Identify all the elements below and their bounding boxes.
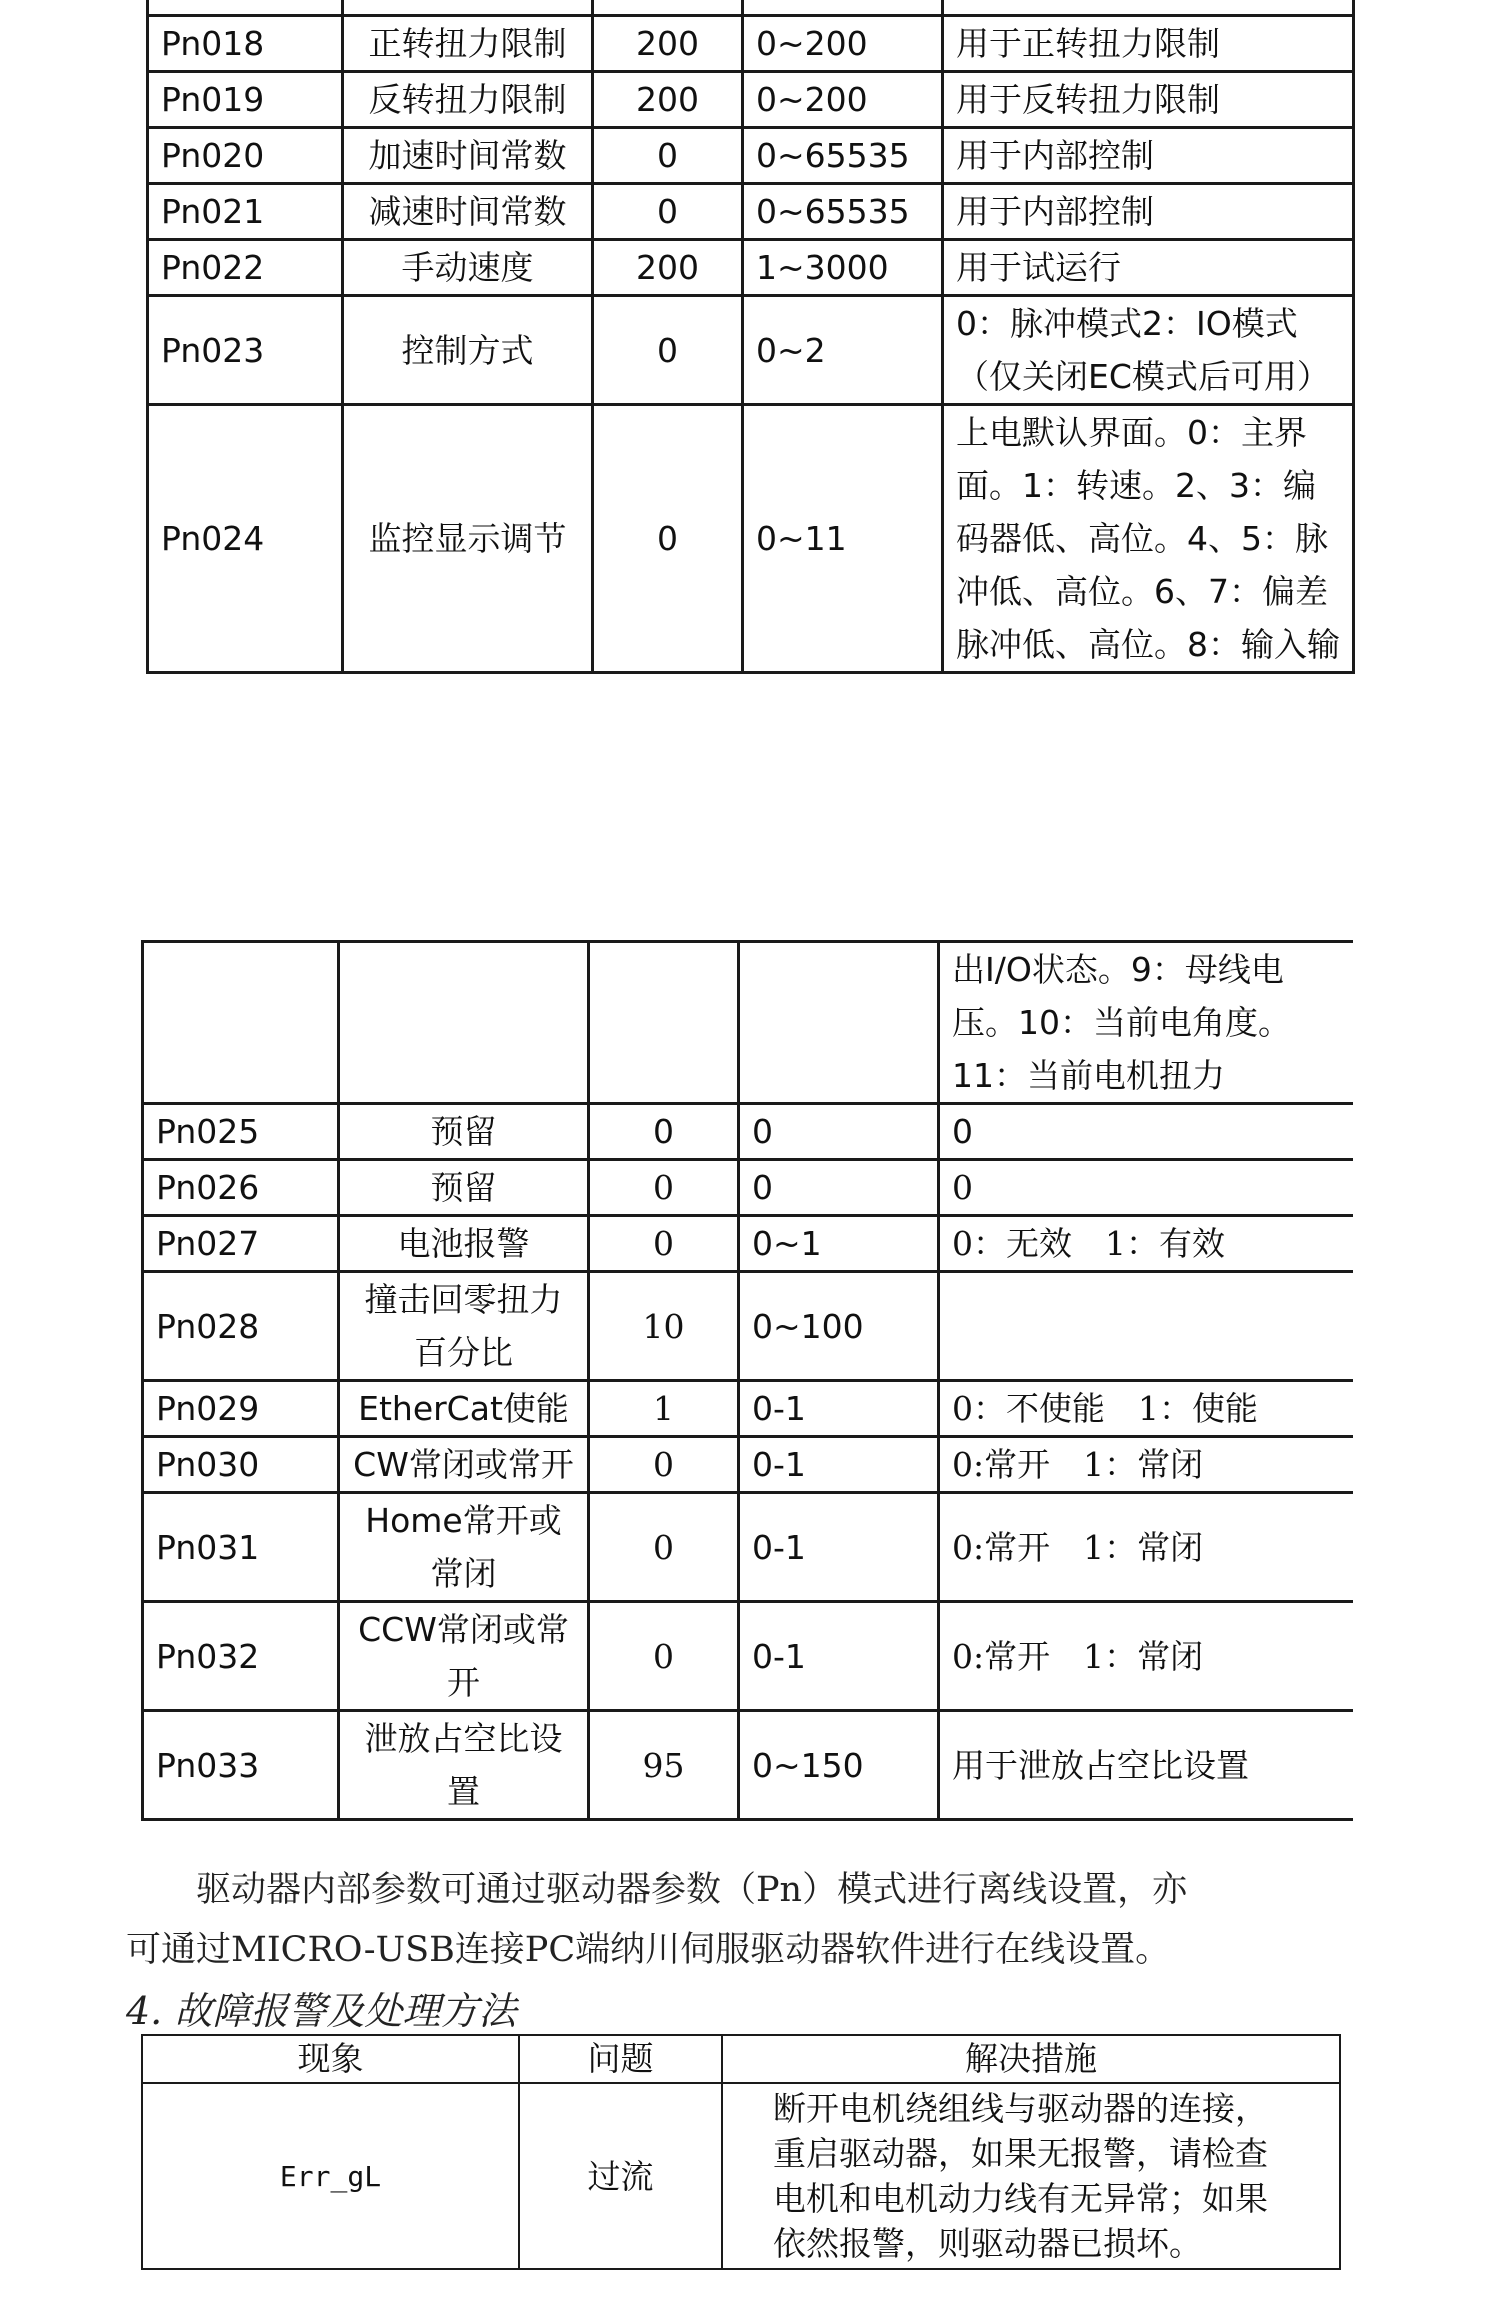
- param-default: 0: [593, 405, 743, 673]
- param-desc: 用于正转扭力限制: [943, 16, 1354, 72]
- param-name: EtherCat使能: [339, 1381, 589, 1437]
- param-default: 0: [593, 128, 743, 184]
- param-range: 0~200: [743, 16, 943, 72]
- table-row: [143, 1437, 1353, 1493]
- fault-table: [141, 2034, 1341, 2270]
- table-row: [142, 2083, 1340, 2269]
- param-code: Pn028: [143, 1272, 339, 1381]
- param-default: 0: [589, 1216, 739, 1272]
- param-name: CCW常闭或常开: [339, 1602, 589, 1711]
- param-code: Pn024: [148, 405, 343, 673]
- param-desc: 0：脉冲模式2：IO模式（仅关闭EC模式后可用）: [943, 296, 1354, 405]
- param-code: Pn032: [143, 1602, 339, 1711]
- param-code: Pn020: [148, 128, 343, 184]
- param-name: 预留: [339, 1160, 589, 1216]
- param-name: 反转扭力限制: [343, 72, 593, 128]
- param-name: 泄放占空比设置: [339, 1711, 589, 1820]
- param-code: [148, 0, 343, 16]
- table-row: [143, 1493, 1353, 1602]
- param-desc: 上电默认界面。0：主界面。1：转速。2、3：编码器低、高位。4、5：脉冲低、高位。6、7：偏差脉冲低、高位。8：输入输: [943, 405, 1354, 673]
- param-name: 预留: [339, 1104, 589, 1160]
- param-default: 0: [589, 1437, 739, 1493]
- table-row: [148, 296, 1354, 405]
- param-default: 0: [593, 184, 743, 240]
- param-code: Pn018: [148, 16, 343, 72]
- param-range: 0: [739, 1160, 939, 1216]
- column-header-phenomenon: 现象: [142, 2035, 519, 2083]
- table-row: [148, 0, 1354, 16]
- param-default: 200: [593, 72, 743, 128]
- table-row: [143, 1272, 1353, 1381]
- table-row: [143, 1381, 1353, 1437]
- param-default: 10: [589, 1272, 739, 1381]
- param-default: 200: [593, 16, 743, 72]
- param-code: Pn019: [148, 72, 343, 128]
- param-desc: 0:常开 1：常闭: [939, 1602, 1353, 1711]
- param-range: 1~3000: [743, 240, 943, 296]
- param-name: [339, 942, 589, 1104]
- param-name: CW常闭或常开: [339, 1437, 589, 1493]
- table-row: [148, 184, 1354, 240]
- param-desc: 用于泄放占空比设置: [939, 1711, 1353, 1820]
- param-desc: 用于内部控制: [943, 184, 1354, 240]
- body-paragraph-line-2: 可通过MICRO-USB连接PC端纳川伺服驱动器软件进行在线设置。: [126, 1930, 1171, 1970]
- param-code: Pn030: [143, 1437, 339, 1493]
- param-range: 0~2: [743, 296, 943, 405]
- param-default: [589, 942, 739, 1104]
- param-range: 0~200: [743, 72, 943, 128]
- column-header-solution: 解决措施: [722, 2035, 1340, 2083]
- table-row: [143, 1104, 1353, 1160]
- param-range: 0~65535: [743, 128, 943, 184]
- table-row: [143, 1711, 1353, 1820]
- param-range: 0-1: [739, 1381, 939, 1437]
- param-desc: 用于内部控制: [943, 128, 1354, 184]
- table-row: [148, 72, 1354, 128]
- param-code: Pn025: [143, 1104, 339, 1160]
- fault-problem: 过流: [519, 2083, 722, 2269]
- param-code: Pn029: [143, 1381, 339, 1437]
- param-code: [143, 942, 339, 1104]
- param-default: 0: [589, 1602, 739, 1711]
- param-default: 0: [589, 1160, 739, 1216]
- param-default: 0: [589, 1493, 739, 1602]
- param-name: Home常开或常闭: [339, 1493, 589, 1602]
- param-name: 监控显示调节: [343, 405, 593, 673]
- param-default: 0: [593, 296, 743, 405]
- param-desc: 用于反转扭力限制: [943, 72, 1354, 128]
- param-code: Pn023: [148, 296, 343, 405]
- param-code: Pn033: [143, 1711, 339, 1820]
- fault-phenomenon: Err_gL: [142, 2083, 519, 2269]
- table-row: [143, 942, 1353, 1104]
- table-row: [143, 1216, 1353, 1272]
- table-row: [148, 128, 1354, 184]
- table-row: [148, 240, 1354, 296]
- section-heading: 4. 故障报警及处理方法: [126, 1989, 517, 2033]
- param-desc: 用于试运行: [943, 240, 1354, 296]
- param-name: 减速时间常数: [343, 184, 593, 240]
- param-range: 0~1: [739, 1216, 939, 1272]
- param-range: 0~11: [743, 405, 943, 673]
- table-row: [143, 1602, 1353, 1711]
- param-range: 0-1: [739, 1493, 939, 1602]
- param-range: [739, 942, 939, 1104]
- param-desc: 0:常开 1：常闭: [939, 1437, 1353, 1493]
- param-code: Pn026: [143, 1160, 339, 1216]
- param-name: [343, 0, 593, 16]
- param-range: 0-1: [739, 1602, 939, 1711]
- param-name: 电池报警: [339, 1216, 589, 1272]
- table-row: [148, 405, 1354, 673]
- param-desc: 0: [939, 1104, 1353, 1160]
- param-name: 控制方式: [343, 296, 593, 405]
- param-name: 撞击回零扭力百分比: [339, 1272, 589, 1381]
- param-desc: 出I/O状态。9：母线电压。10：当前电角度。11：当前电机扭力: [939, 942, 1353, 1104]
- param-range: 0~150: [739, 1711, 939, 1820]
- param-range: 0-1: [739, 1437, 939, 1493]
- param-code: Pn022: [148, 240, 343, 296]
- param-range: 0~65535: [743, 184, 943, 240]
- param-code: Pn031: [143, 1493, 339, 1602]
- param-name: 手动速度: [343, 240, 593, 296]
- parameter-table-1: [146, 0, 1355, 674]
- param-desc: [939, 1272, 1353, 1381]
- table-row: [148, 16, 1354, 72]
- param-default: 200: [593, 240, 743, 296]
- column-header-problem: 问题: [519, 2035, 722, 2083]
- param-range: 0: [739, 1104, 939, 1160]
- param-desc: 0：无效 1：有效: [939, 1216, 1353, 1272]
- fault-solution: 断开电机绕组线与驱动器的连接，重启驱动器，如果无报警，请检查电机和电机动力线有无异常；如果依然报警，则驱动器已损坏。: [722, 2083, 1340, 2269]
- table-header-row: [142, 2035, 1340, 2083]
- param-code: Pn027: [143, 1216, 339, 1272]
- param-code: Pn021: [148, 184, 343, 240]
- param-name: 正转扭力限制: [343, 16, 593, 72]
- body-paragraph-line-1: 驱动器内部参数可通过驱动器参数（Pn）模式进行离线设置，亦: [196, 1870, 1188, 1910]
- param-default: 95: [589, 1711, 739, 1820]
- table-row: [143, 1160, 1353, 1216]
- param-range: [743, 0, 943, 16]
- param-default: [593, 0, 743, 16]
- param-desc: 0：不使能 1：使能: [939, 1381, 1353, 1437]
- param-range: 0~100: [739, 1272, 939, 1381]
- parameter-table-2: [141, 940, 1353, 1821]
- param-name: 加速时间常数: [343, 128, 593, 184]
- param-default: 1: [589, 1381, 739, 1437]
- param-desc: 0: [939, 1160, 1353, 1216]
- param-desc: 0:常开 1：常闭: [939, 1493, 1353, 1602]
- param-desc: [943, 0, 1354, 16]
- param-default: 0: [589, 1104, 739, 1160]
